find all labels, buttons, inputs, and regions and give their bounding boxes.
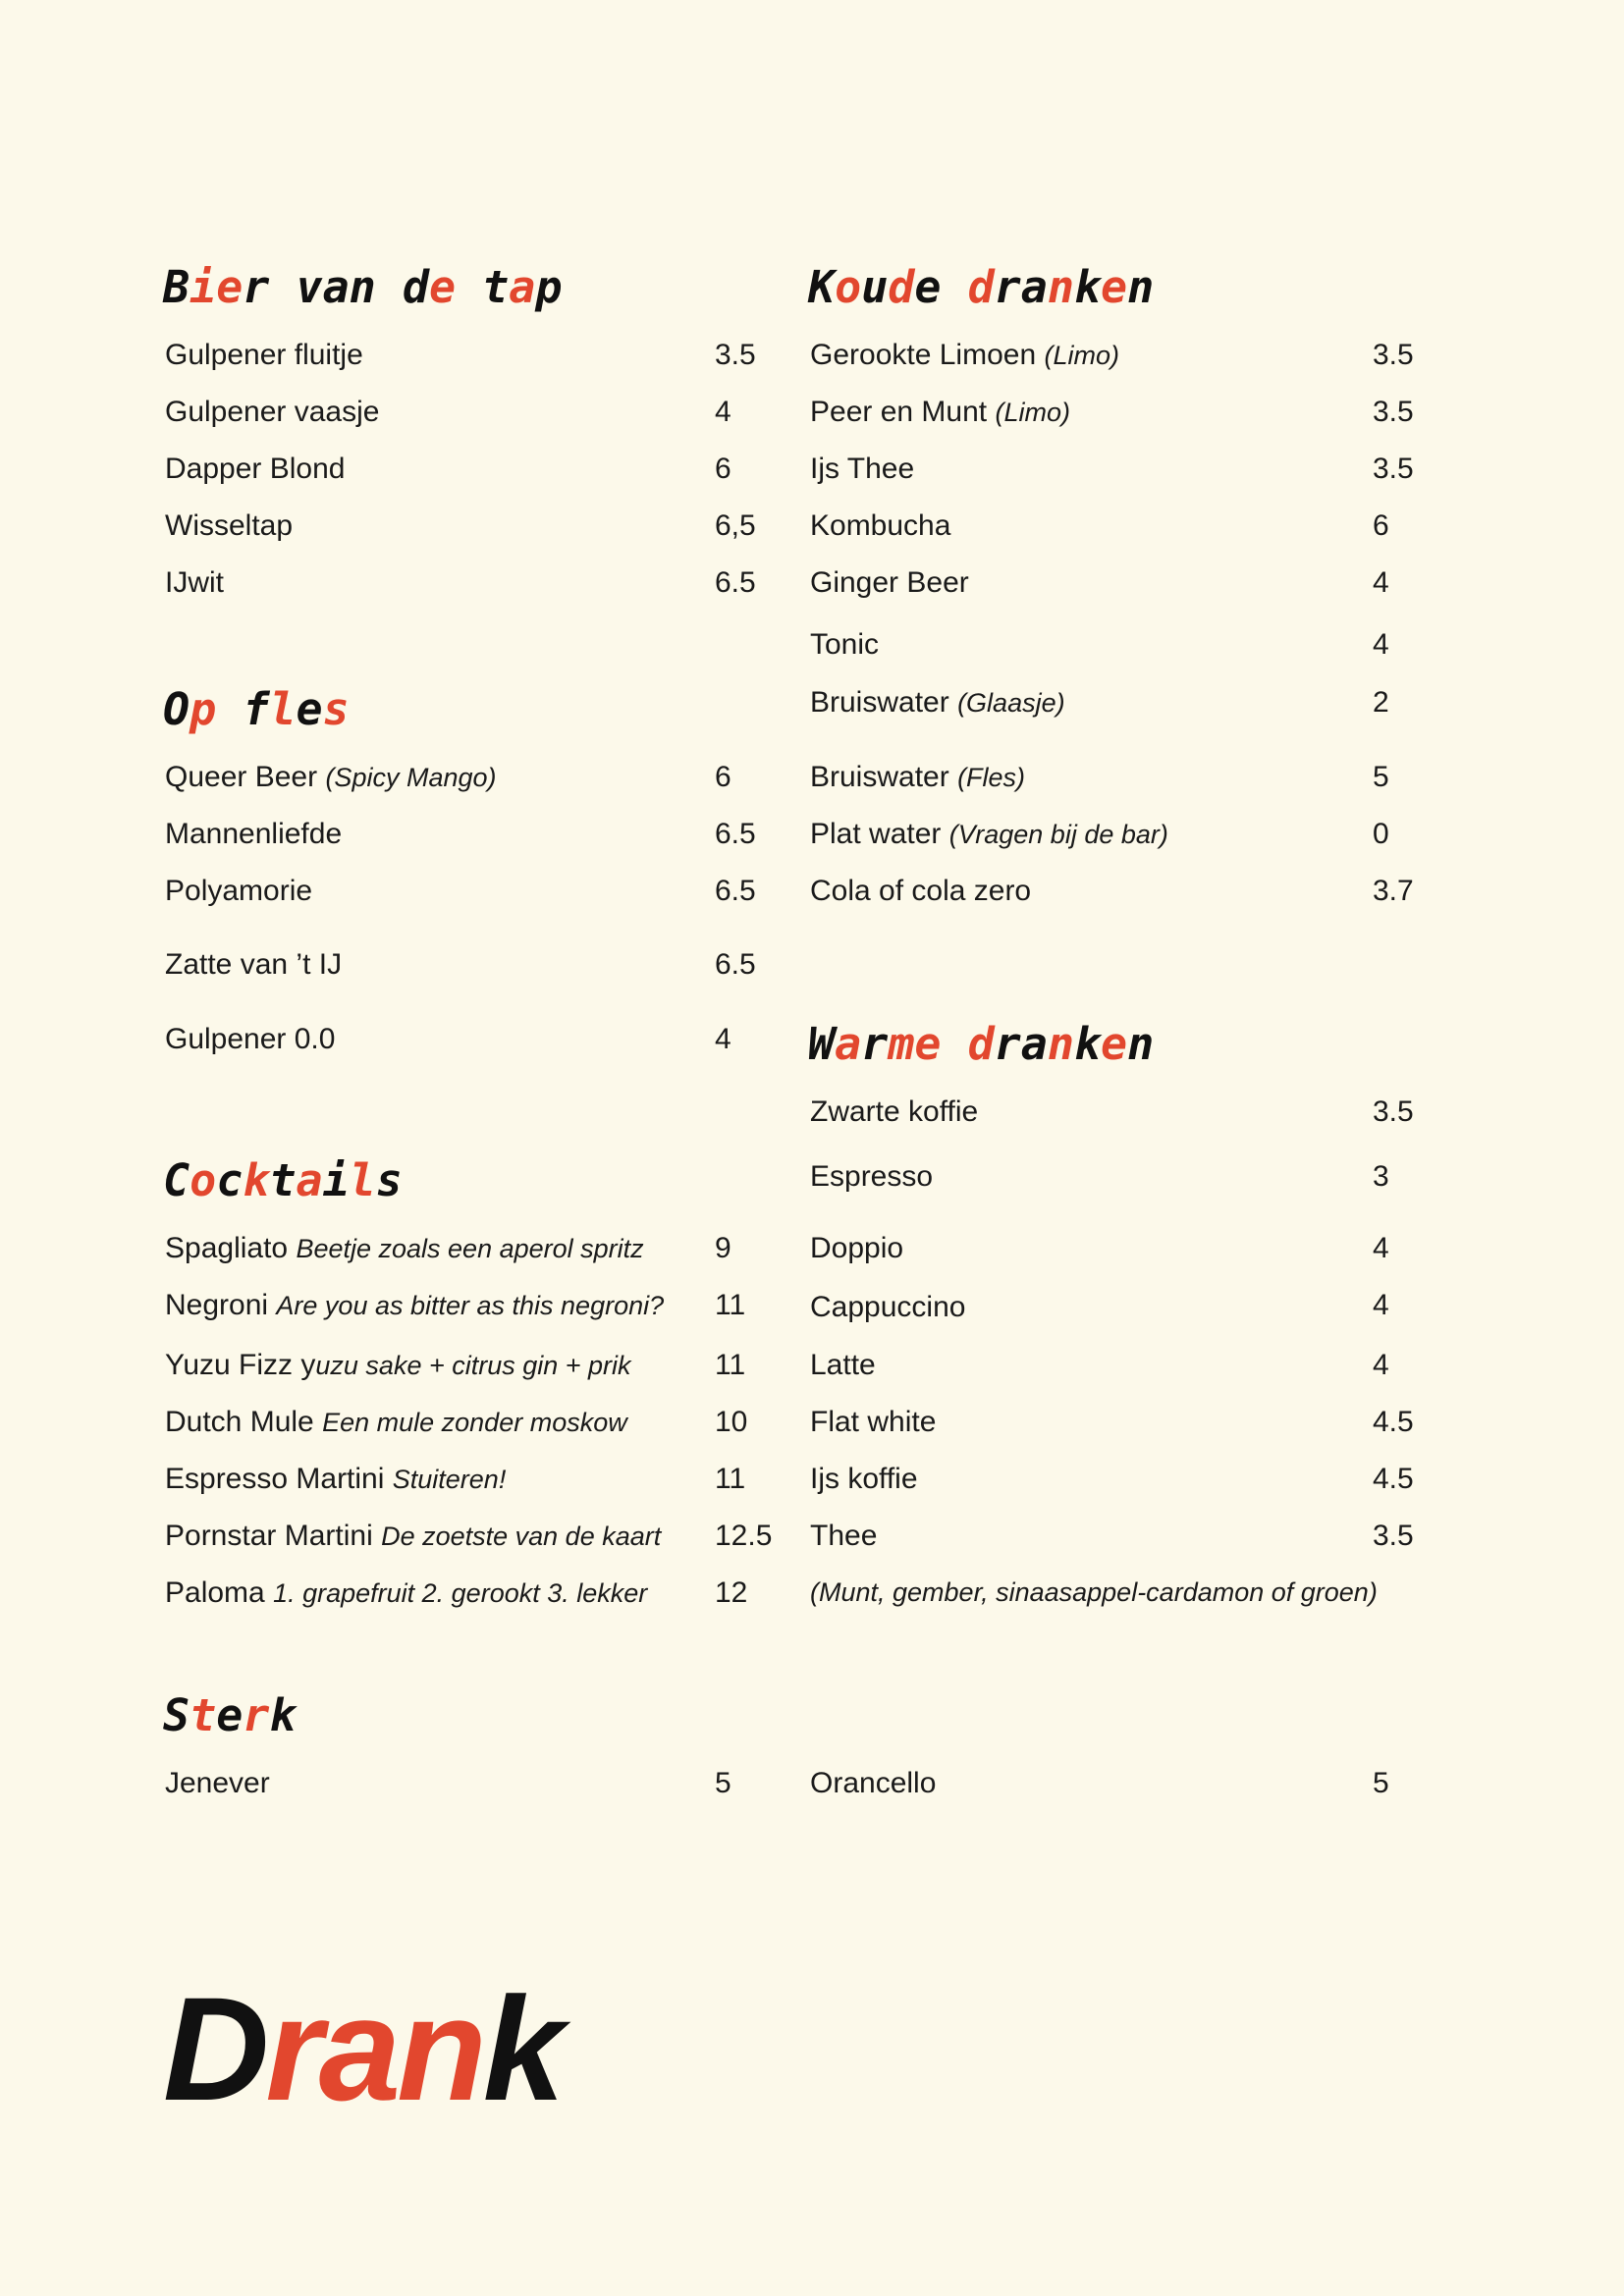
menu-item: Cola of cola zero <box>810 875 1032 907</box>
menu-price: 6 <box>715 453 731 485</box>
menu-price: 5 <box>1373 1767 1389 1799</box>
menu-price: 6.5 <box>715 875 756 907</box>
menu-item: Latte <box>810 1349 876 1381</box>
menu-item: Orancello <box>810 1767 937 1799</box>
menu-price: 12.5 <box>715 1520 773 1552</box>
menu-item: Plat water (Vragen bij de bar) <box>810 818 1168 850</box>
menu-item: Jenever <box>165 1767 270 1799</box>
menu-price: 5 <box>715 1767 731 1799</box>
menu-price: 6 <box>715 761 731 793</box>
menu-price: 12 <box>715 1576 748 1609</box>
menu-item: Dapper Blond <box>165 453 346 485</box>
menu-item: Negroni Are you as bitter as this negroni? <box>165 1289 665 1321</box>
menu-item: Ijs Thee <box>810 453 915 485</box>
section-heading-sterk: Sterk <box>163 1689 297 1741</box>
menu-price: 3.5 <box>1373 1520 1414 1552</box>
menu-price: 4 <box>715 396 731 428</box>
menu-price: 3.5 <box>1373 1095 1414 1128</box>
menu-item: Gerookte Limoen (Limo) <box>810 339 1119 371</box>
section-heading-warm: Warme dranken <box>808 1018 1155 1070</box>
menu-price: 6.5 <box>715 566 756 599</box>
menu-item: Thee <box>810 1520 878 1552</box>
menu-item: Cappuccino <box>810 1291 966 1323</box>
menu-item: Bruiswater (Glaasje) <box>810 686 1065 719</box>
menu-price: 3.7 <box>1373 875 1414 907</box>
menu-item: Tonic <box>810 628 880 661</box>
menu-price: 3.5 <box>715 339 756 371</box>
menu-price: 6.5 <box>715 948 756 981</box>
menu-item: Ijs koffie <box>810 1463 918 1495</box>
menu-item: Dutch Mule Een mule zonder moskow <box>165 1406 627 1438</box>
menu-item: Kombucha <box>810 509 951 542</box>
menu-price: 11 <box>715 1463 746 1495</box>
menu-price: 3 <box>1373 1160 1389 1193</box>
menu-item: Pornstar Martini De zoetste van de kaart <box>165 1520 662 1552</box>
menu-item: Bruiswater (Fles) <box>810 761 1026 793</box>
menu-price: 4 <box>1373 1349 1389 1381</box>
menu-item: Zatte van ’t IJ <box>165 948 343 981</box>
menu-price: 11 <box>715 1349 746 1381</box>
menu-price: 6,5 <box>715 509 756 542</box>
page-title: Drank <box>163 1966 562 2131</box>
menu-item: Zwarte koffie <box>810 1095 979 1128</box>
menu-item: Wisseltap <box>165 509 294 542</box>
menu-item: Polyamorie <box>165 875 313 907</box>
menu-price: 4 <box>1373 1289 1389 1321</box>
menu-item: Gulpener vaasje <box>165 396 380 428</box>
menu-item: Gulpener fluitje <box>165 339 363 371</box>
menu-item: Flat white <box>810 1406 937 1438</box>
menu-item: IJwit <box>165 566 224 599</box>
section-heading-cocktails: Cocktails <box>163 1154 403 1206</box>
menu-price: 4.5 <box>1373 1463 1414 1495</box>
menu-item: Peer en Munt (Limo) <box>810 396 1070 428</box>
menu-item: Yuzu Fizz yuzu sake + citrus gin + prik <box>165 1349 631 1381</box>
menu-price: 3.5 <box>1373 453 1414 485</box>
thee-note: (Munt, gember, sinaasappel-cardamon of groen) <box>810 1577 1378 1607</box>
menu-item: Espresso <box>810 1160 934 1193</box>
menu-price: 2 <box>1373 686 1389 719</box>
menu-price: 4 <box>715 1023 731 1055</box>
menu-item: Spagliato Beetje zoals een aperol spritz <box>165 1232 644 1264</box>
menu-item: Ginger Beer <box>810 566 969 599</box>
section-heading-bier: Bier van de tap <box>163 261 563 313</box>
menu-price: 5 <box>1373 761 1389 793</box>
menu-price: 11 <box>715 1289 746 1321</box>
section-heading-fles: Op fles <box>163 683 350 735</box>
menu-item: Espresso Martini Stuiteren! <box>165 1463 507 1495</box>
section-heading-koud: Koude dranken <box>808 261 1155 313</box>
menu-price: 6 <box>1373 509 1389 542</box>
menu-price: 4 <box>1373 566 1389 599</box>
menu-price: 6.5 <box>715 818 756 850</box>
menu-price: 3.5 <box>1373 339 1414 371</box>
menu-price: 3.5 <box>1373 396 1414 428</box>
menu-price: 4.5 <box>1373 1406 1414 1438</box>
menu-price: 4 <box>1373 1232 1389 1264</box>
menu-price: 0 <box>1373 818 1389 850</box>
menu-price: 10 <box>715 1406 748 1438</box>
menu-item: Queer Beer (Spicy Mango) <box>165 761 497 793</box>
menu-item: Doppio <box>810 1232 904 1264</box>
menu-item: Mannenliefde <box>165 818 343 850</box>
menu-item: Gulpener 0.0 <box>165 1023 336 1055</box>
menu-item: Paloma 1. grapefruit 2. gerookt 3. lekker <box>165 1576 648 1609</box>
menu-price: 9 <box>715 1232 731 1264</box>
menu-price: 4 <box>1373 628 1389 661</box>
